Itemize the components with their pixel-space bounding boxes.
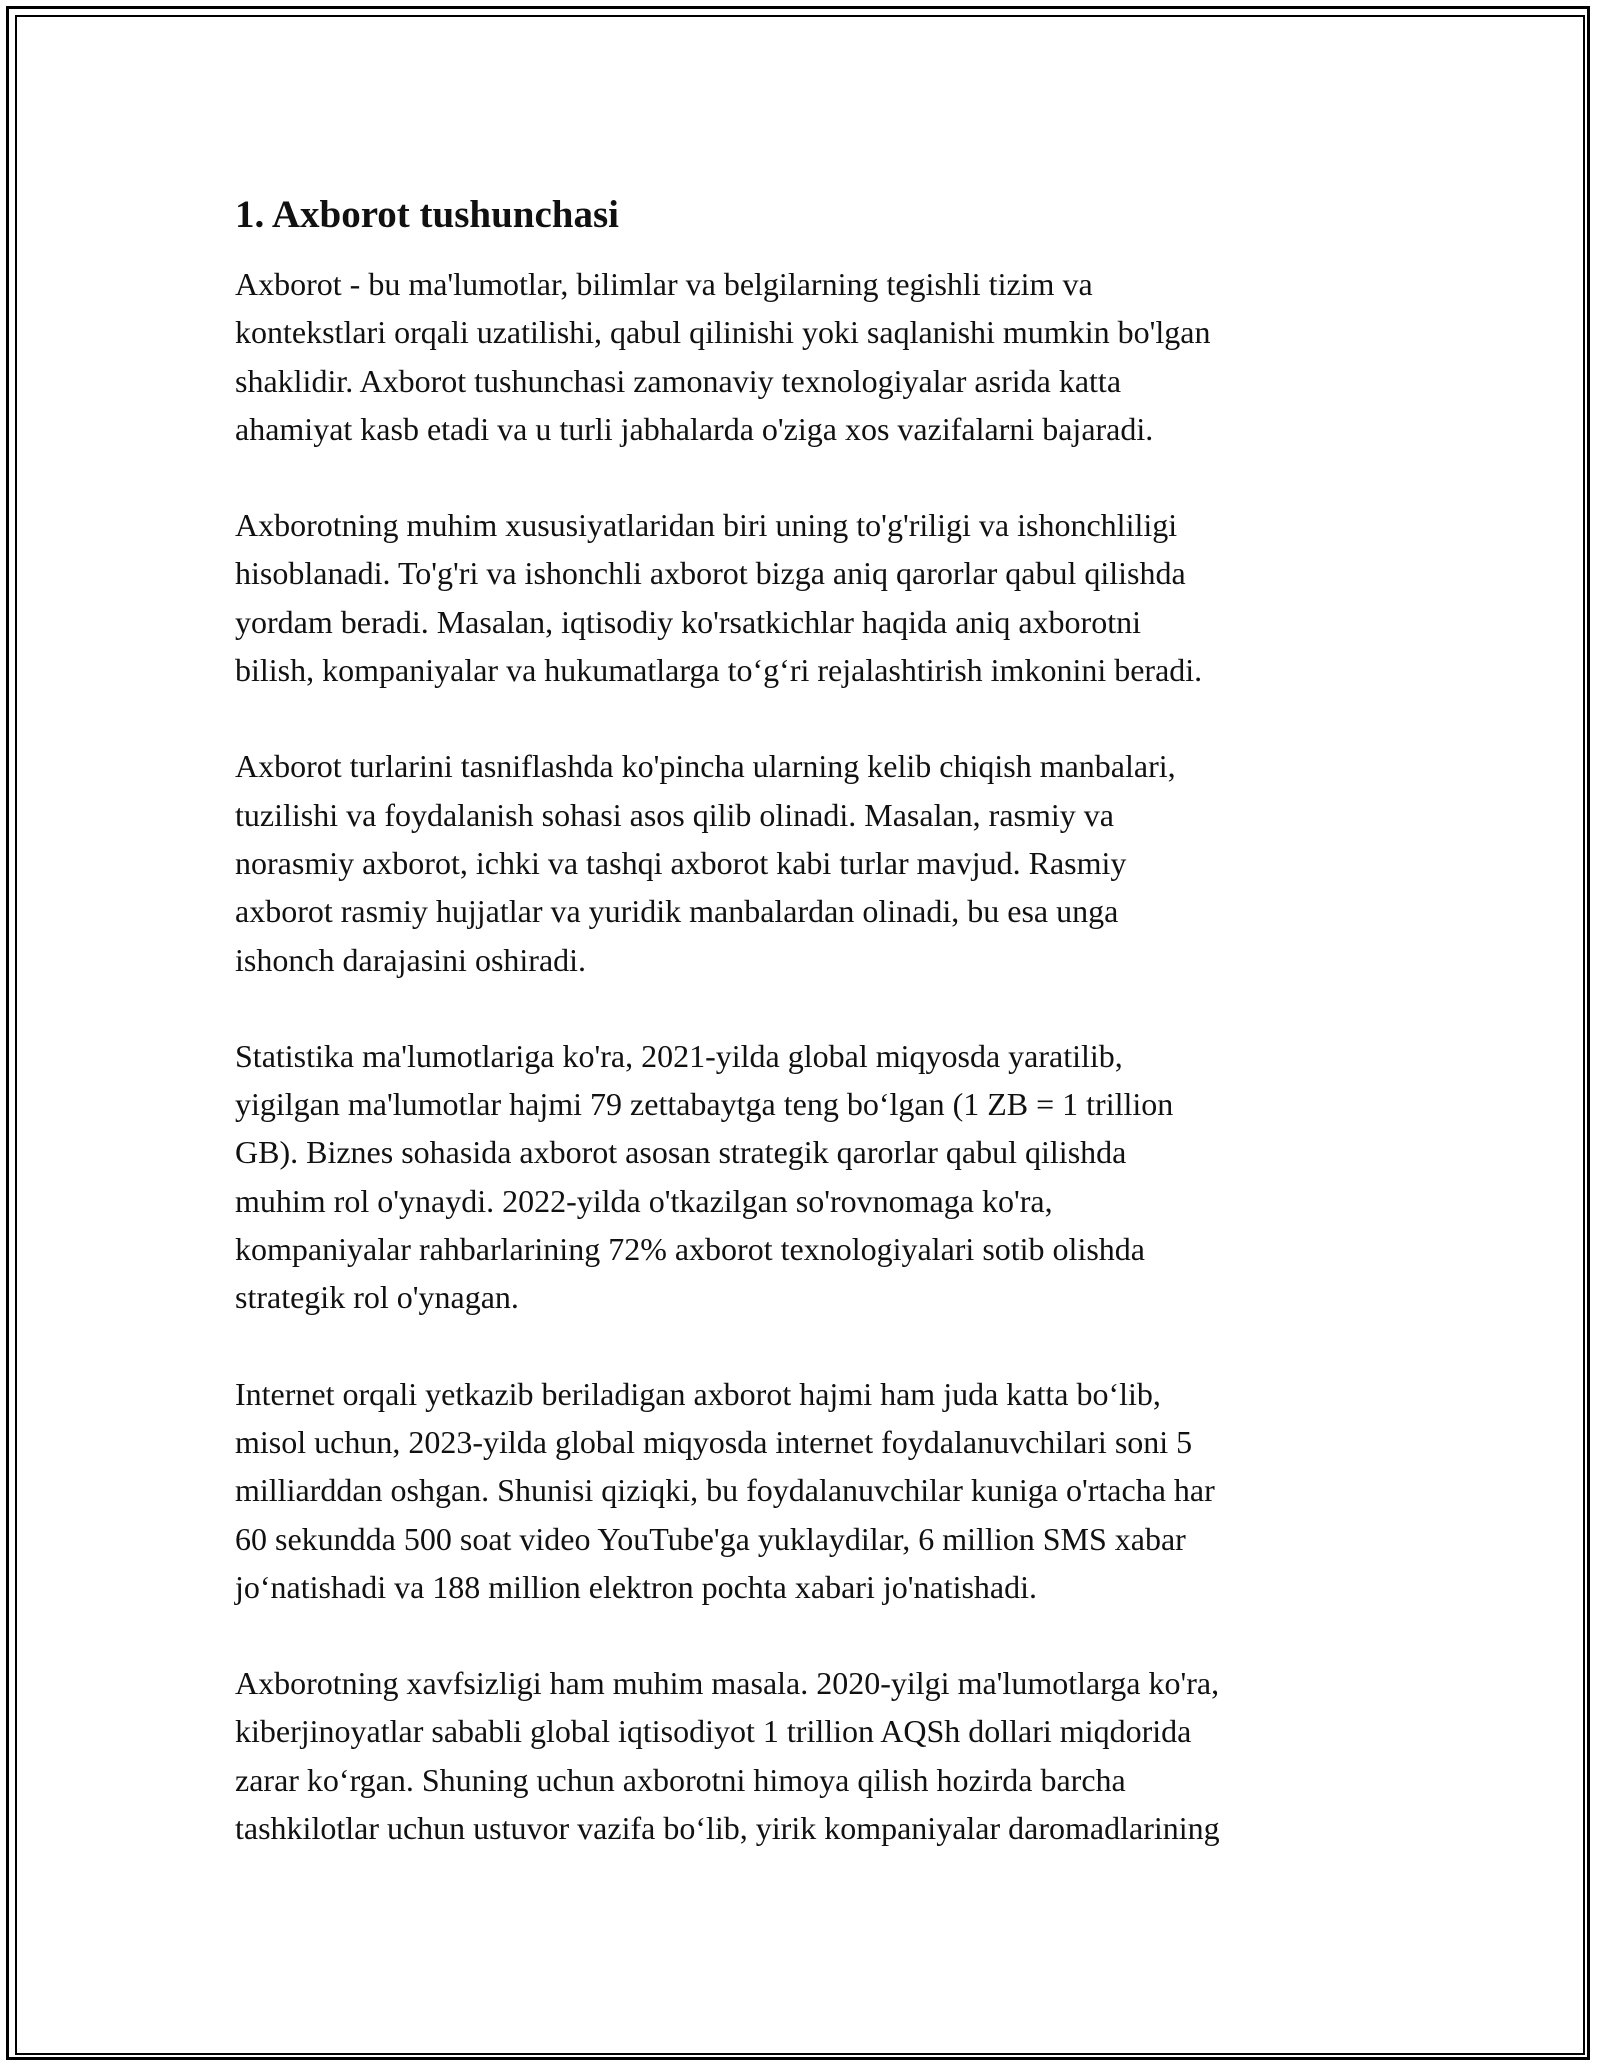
paragraph-definition: Axborot - bu ma'lumotlar, bilimlar va belgilarning tegishli tizim va kontekstlari orqali uzatilishi, qabul qilinishi yoki saqlanishi mumkin bo'lgan shaklidir. Axborot tushunchasi zamonaviy texnologiyalar asrida katta ahamiyat kasb etadi va u turli jabhalarda o'ziga xos vazifalarni bajaradi. <box>235 266 1211 447</box>
paragraph-reliability: Axborotning muhim xususiyatlaridan biri uning to'g'riligi va ishonchliligi hisoblanadi. To'g'ri va ishonchli axborot bizga aniq qarorlar qabul qilishda yordam beradi. Masalan, iqtisodiy ko'rsatkichlar haqida aniq axborotni bilish, kompaniyalar va hukumatlarga to‘g‘ri rejalashtirish imkonini beradi. <box>235 507 1203 689</box>
paragraph-types: Axborot turlarini tasniflashda ko'pincha ularning kelib chiqish manbalari, tuzilishi va foydalanish sohasi asos qilib olinadi. Masalan, rasmiy va norasmiy axborot, ichki va tashqi axborot kabi turlar mavjud. Rasmiy axborot rasmiy hujjatlar va yuridik manbalardan olinadi, bu esa unga ishonch darajasini oshiradi. <box>235 748 1176 978</box>
section-heading: 1. Axborot tushunchasi <box>235 193 619 236</box>
paragraph-security: Axborotning xavfsizligi ham muhim masala. 2020-yilgi ma'lumotlarga ko'ra, kiberjinoyatlar sababli global iqtisodiyot 1 trillion AQSh dollari miqdorida zarar ko‘rgan. Shuning uchun axborotni himoya qilish hozirda barcha tashkilotlar uchun ustuvor vazifa bo‘lib, yirik kompaniyalar daromadlarining <box>235 1665 1220 1847</box>
paragraph-statistics: Statistika ma'lumotlariga ko'ra, 2021-yilda global miqyosda yaratilib, yigilgan ma'lumotlar hajmi 79 zettabaytga teng bo‘lgan (1 ZB = 1 trillion GB). Biznes sohasida axborot asosan strategik qarorlar qabul qilishda muhim rol o'ynaydi. 2022-yilda o'tkazilgan so'rovnomaga ko'ra, kompaniyalar rahbarlarining 72% axborot texnologiyalari sotib olishda strategik rol o'ynagan. <box>235 1037 1174 1316</box>
paragraph-internet: Internet orqali yetkazib beriladigan axborot hajmi ham juda katta bo‘lib, misol uchun, 2023-yilda global miqyosda internet foydalanuvchilari soni 5 milliarddan oshgan. Shunisi qiziqki, bu foydalanuvchilar kuniga o'rtacha har 60 sekundda 500 soat video YouTube'ga yuklaydilar, 6 million SMS xabar jo‘natishadi va 188 million elektron pochta xabari jo'natishadi. <box>235 1375 1215 1605</box>
document-body <box>235 188 1395 1900</box>
